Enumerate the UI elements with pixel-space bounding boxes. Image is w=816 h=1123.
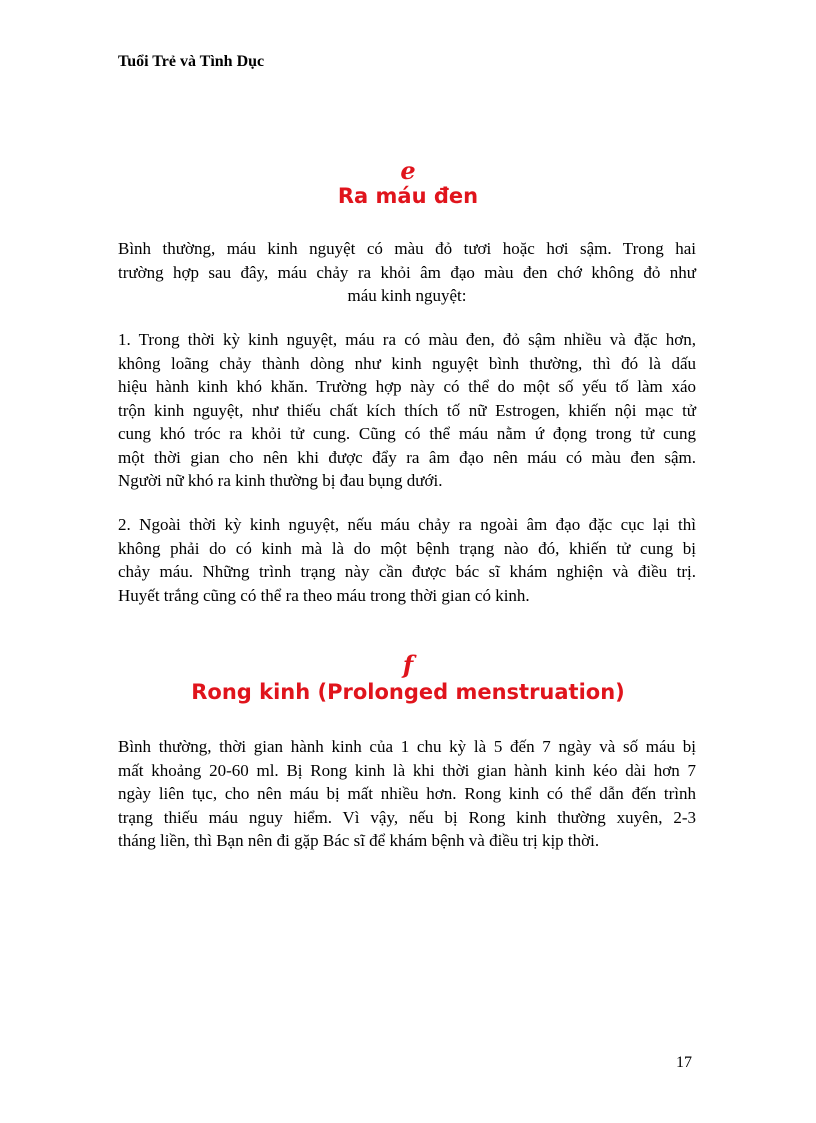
text-line: ngày liên tục, cho nên máu bị mất nhiều hơn. Rong kinh có thể dẫn đến trình — [118, 784, 696, 803]
text-line: máu kinh nguyệt: — [347, 286, 467, 305]
text-line: Bình thường, thời gian hành kinh của 1 chu kỳ là 5 đến 7 ngày và số máu bị — [118, 737, 696, 756]
text-line: tháng liền, thì Bạn nên đi gặp Bác sĩ để khám bệnh và điều trị kịp thời. — [118, 831, 600, 850]
text-line: Người nữ khó ra kinh thường bị đau bụng dưới. — [118, 471, 443, 490]
text-line: không loãng chảy thành dòng như kinh nguyệt bình thường, thì đó là dấu — [118, 353, 696, 373]
section-marker-e: e — [400, 156, 416, 185]
text-line: Huyết trắng cũng có thể ra theo máu trong thời gian có kinh. — [118, 585, 530, 605]
section-title-black-blood: Ra máu đen — [337, 184, 479, 208]
text-line: hiệu hành kinh khó khăn. Trường hợp này có thể do một số yếu tố làm xáo — [118, 377, 696, 396]
text-line: trạng thiếu máu nguy hiểm. Vì vậy, nếu bị Rong kinh thường xuyên, 2-3 — [118, 807, 696, 827]
text-line: chảy máu. Những trình trạng này cần được bác sĩ khám nghiện và điều trị. — [118, 562, 696, 581]
text-line: trường hợp sau đây, máu chảy ra khỏi âm đạo màu đen chớ không đỏ như — [118, 262, 696, 282]
paragraph-point-2 — [118, 513, 696, 607]
text-line: 2. Ngoài thời kỳ kinh nguyệt, nếu máu chảy ra ngoài âm đạo đặc cục lại thì — [118, 515, 696, 534]
text-line: Bình thường, máu kinh nguyệt có màu đỏ tươi hoặc hơi sậm. Trong hai — [118, 239, 696, 258]
section-marker-f: f — [402, 650, 414, 679]
text-line: không phải do có kinh mà là do một bệnh trạng nào đó, khiến tử cung bị — [118, 538, 696, 558]
paragraph-point-1 — [118, 328, 696, 493]
text-line: một thời gian cho nên khi được đẩy ra âm đạo nên máu có màu đen sậm. — [118, 447, 696, 467]
paragraph-intro — [118, 237, 696, 308]
text-line: 1. Trong thời kỳ kinh nguyệt, máu ra có màu đen, đỏ sậm nhiều và đặc hơn, — [118, 330, 696, 349]
text-line: mất khoảng 20-60 ml. Bị Rong kinh là khi thời gian hành kinh kéo dài hơn 7 — [118, 760, 696, 780]
text-line: cung khó tróc ra khỏi tử cung. Cũng có thể máu nằm ứ đọng trong tử cung — [118, 424, 696, 443]
page-number: 17 — [676, 1054, 692, 1071]
section-title-prolonged-menstruation: Rong kinh (Prolonged menstruation) — [191, 680, 625, 704]
paragraph-prolonged-menstruation — [118, 735, 696, 853]
running-header: Tuổi Trẻ và Tình Dục — [118, 53, 265, 70]
text-line: trộn kinh nguyệt, như thiếu chất kích thích tố nữ Estrogen, khiến nội mạc tử — [118, 400, 696, 420]
